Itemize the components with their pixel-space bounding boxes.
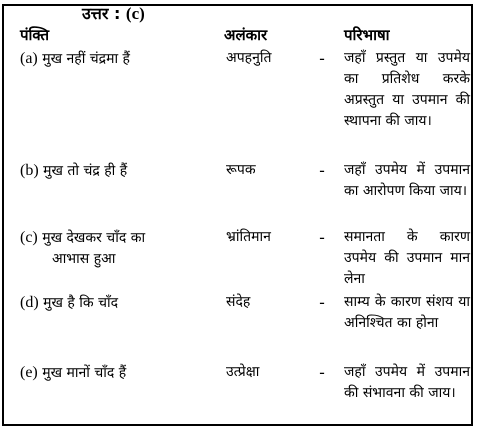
table-row-e-dash: - xyxy=(319,363,325,382)
table-row-c-line xyxy=(20,227,216,270)
table-row-d-dash: - xyxy=(319,293,325,312)
table-row-b-definition: जहाँ उपमेय में उपमान का आरोपण किया जाय। xyxy=(344,162,470,199)
row-line-text: मुख तो चंद्र ही हैं xyxy=(43,163,128,179)
table-row-b-line xyxy=(20,160,220,182)
table-row-d-line xyxy=(20,292,220,314)
table-row-a-figure: अपहनुति xyxy=(226,50,272,66)
table-row-b-figure: रूपक xyxy=(226,162,256,178)
table-row-b-dash: - xyxy=(319,161,325,180)
column-header-definition: परिभाषा xyxy=(344,26,390,44)
row-marker: (d) xyxy=(20,294,39,311)
table-row-e-line xyxy=(20,362,220,384)
row-marker: (a) xyxy=(20,50,38,67)
table-row-d-figure: संदेह xyxy=(226,294,251,310)
table-row-a-line xyxy=(20,48,220,70)
row-line-continuation: आभास हुआ xyxy=(52,251,116,267)
row-line-text: मुख मानों चाँद हैं xyxy=(42,365,127,381)
table-row-d-definition: साम्य के कारण संशय या अनिश्चित का होना xyxy=(344,294,470,331)
row-marker: (b) xyxy=(20,162,39,179)
row-marker: (e) xyxy=(20,364,38,381)
row-line-text: मुख देखकर चाँद का xyxy=(42,230,146,246)
table-row-a-definition: जहाँ प्रस्तुत या उपमेय का प्रतिशेध करके अप्रस्तुत या उपमान की स्थापना की जाय। xyxy=(344,50,470,129)
table-row-c-figure: भ्रांतिमान xyxy=(226,229,271,245)
table-row-c-dash: - xyxy=(319,228,325,247)
row-line-text: मुख नहीं चंद्रमा हैं xyxy=(42,51,130,67)
table-row-e-figure: उत्प्रेक्षा xyxy=(226,364,260,380)
answer-word: उत्तर : xyxy=(82,4,121,23)
row-line-text: मुख है कि चाँद xyxy=(43,295,119,311)
table-row-e-definition: जहाँ उपमेय में उपमान की संभावना की जाय। xyxy=(344,364,470,401)
table-row-a-dash: - xyxy=(319,49,325,68)
column-header-line: पंक्ति xyxy=(20,26,49,44)
table-row-c-definition: समानता के कारण उपमेय की उपमान मान लेना xyxy=(344,229,470,287)
answer-heading xyxy=(82,4,145,24)
answer-option: (c) xyxy=(125,4,145,23)
column-header-figure: अलंकार xyxy=(224,26,268,44)
row-marker: (c) xyxy=(20,229,38,246)
